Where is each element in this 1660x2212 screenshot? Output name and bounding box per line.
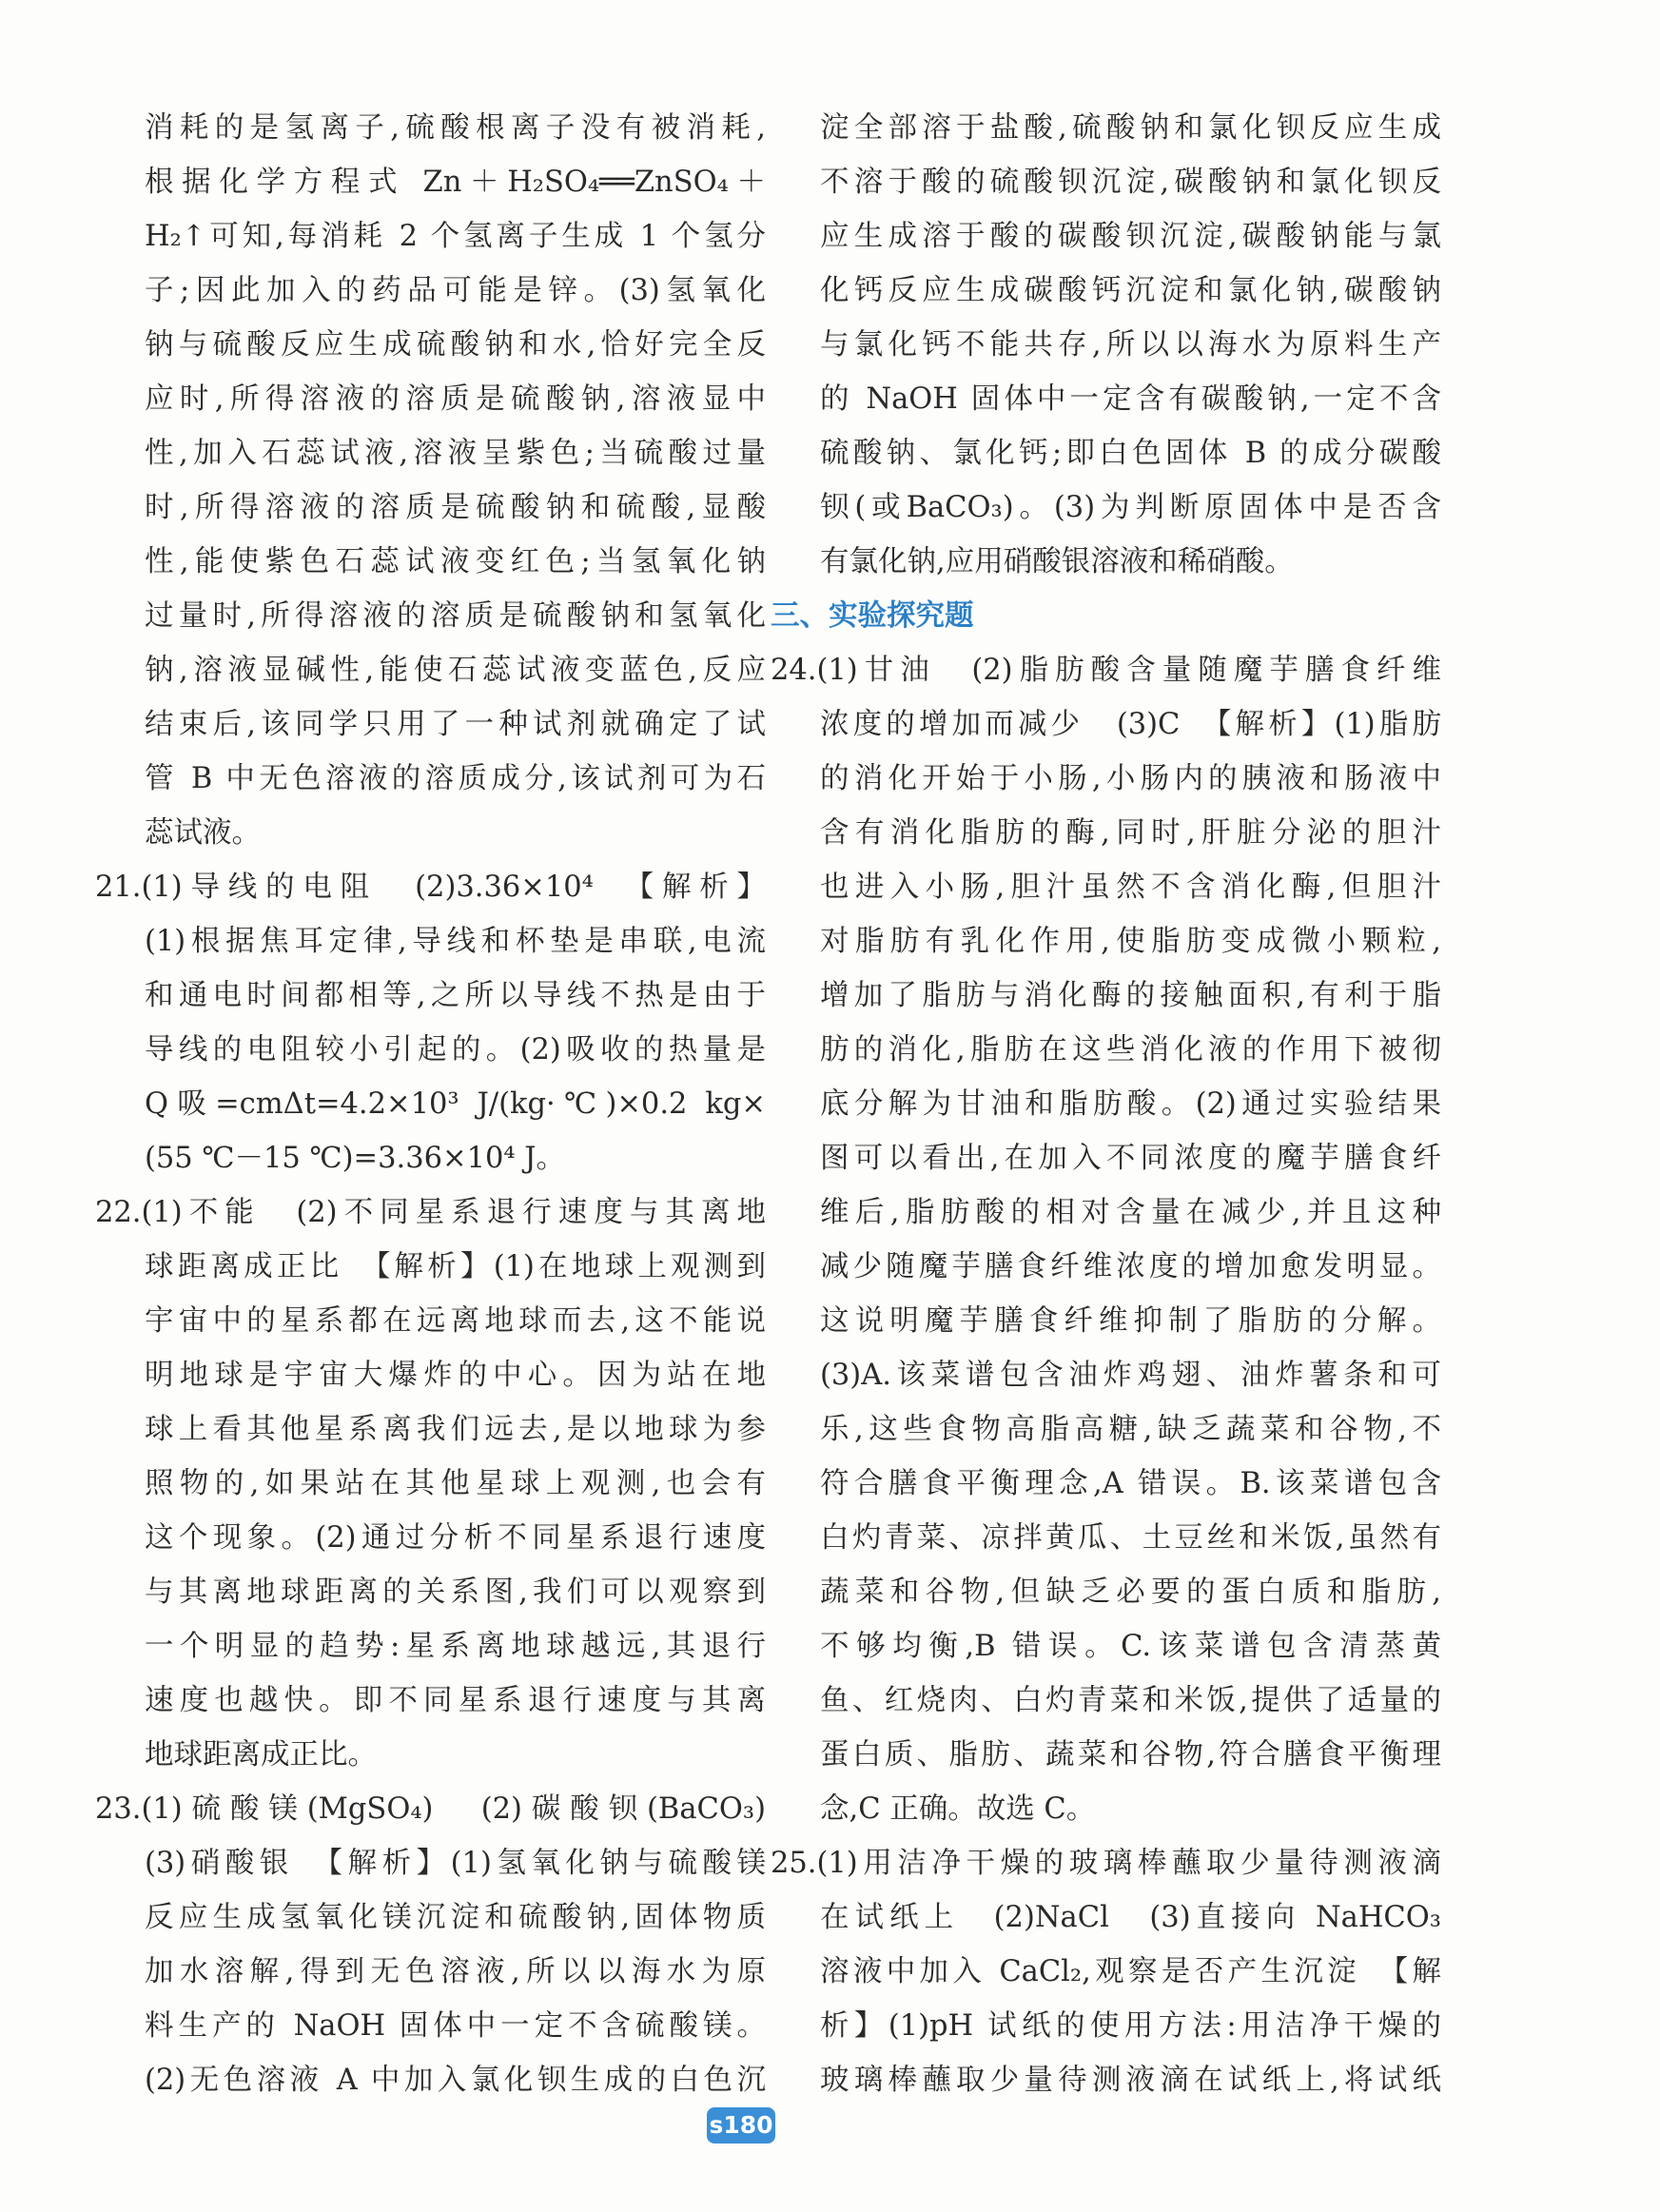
text-line: 管 B 中无色溶液的溶质成分,该试剂可为石 [145,762,766,795]
text-line: (3)A.该菜谱包含油炸鸡翅、油炸薯条和可 [820,1359,1441,1392]
text-line: 肪的消化,脂肪在这些消化液的作用下被彻 [820,1033,1441,1067]
text-line: 钠,溶液显碱性,能使石蕊试液变蓝色,反应 [145,654,766,687]
text-line: 溶液中加入 CaCl₂,观察是否产生沉淀 【解 [820,1955,1441,1988]
text-line: H₂↑可知,每消耗 2 个氢离子生成 1 个氢分 [145,220,766,253]
text-line: 性,加入石蕊试液,溶液呈紫色;当硫酸过量 [145,437,766,470]
text-line: 反应生成氢氧化镁沉淀和硫酸钠,固体物质 [145,1901,766,1934]
text-line: 明地球是宇宙大爆炸的中心。因为站在地 [145,1359,766,1392]
text-line: (2)无色溶液 A 中加入氯化钡生成的白色沉 [145,2064,766,2097]
text-line: 这说明魔芋膳食纤维抑制了脂肪的分解。 [820,1304,1441,1338]
text-line: 维后,脂肪酸的相对含量在减少,并且这种 [820,1196,1441,1229]
text-line: 念,C 正确。故选 C。 [820,1792,1096,1826]
answer-21-heading: 21.(1)导线的电阻 (2)3.36×10⁴ 【解析】 [95,871,766,904]
text-line: 玻璃棒蘸取少量待测液滴在试纸上,将试纸 [820,2064,1441,2097]
text-line: 的 NaOH 固体中一定含有碳酸钠,一定不含 [820,382,1441,416]
text-line: 地球距离成正比。 [145,1738,377,1772]
text-line: 根据化学方程式 Zn＋H₂SO₄══ZnSO₄＋ [145,166,766,199]
text-line: 加水溶解,得到无色溶液,所以以海水为原 [145,1955,766,1988]
text-line: 消耗的是氢离子,硫酸根离子没有被消耗, [145,111,766,145]
text-line: 球上看其他星系离我们远去,是以地球为参 [145,1413,766,1446]
text-line: 淀全部溶于盐酸,硫酸钠和氯化钡反应生成 [820,111,1441,145]
text-line: 钠与硫酸反应生成硫酸钠和水,恰好完全反 [145,328,766,362]
text-line: 析】(1)pH 试纸的使用方法:用洁净干燥的 [820,2009,1441,2043]
answer-24-heading: 24.(1)甘油 (2)脂肪酸含量随魔芋膳食纤维 [771,654,1441,687]
text-line: (1)根据焦耳定律,导线和杯垫是串联,电流 [145,925,766,958]
text-line: 一个明显的趋势:星系离地球越远,其退行 [145,1630,766,1663]
text-line: 减少随魔芋膳食纤维浓度的增加愈发明显。 [820,1250,1441,1283]
text-line: 浓度的增加而减少 (3)C 【解析】(1)脂肪 [820,708,1441,741]
text-line: 有氯化钠,应用硝酸银溶液和稀硝酸。 [820,545,1294,578]
left-column [95,101,766,2107]
text-line: 蔬菜和谷物,但缺乏必要的蛋白质和脂肪, [820,1576,1441,1609]
text-line: 过量时,所得溶液的溶质是硫酸钠和氢氧化 [145,599,766,633]
formula-line: Q吸=cmΔt=4.2×10³ J/(kg·℃)×0.2 kg× [145,1087,766,1121]
text-line: 在试纸上 (2)NaCl (3)直接向 NaHCO₃ [820,1901,1441,1934]
text-line: 速度也越快。即不同星系退行速度与其离 [145,1684,766,1717]
text-line: 白灼青菜、凉拌黄瓜、土豆丝和米饭,虽然有 [820,1521,1441,1555]
text-line: 应生成溶于酸的碳酸钡沉淀,碳酸钠能与氯 [820,220,1441,253]
text-line: 符合膳食平衡理念,A 错误。B.该菜谱包含 [820,1467,1441,1500]
answer-22-heading: 22.(1)不能 (2)不同星系退行速度与其离地 [95,1196,766,1229]
page-number-badge: s180 [707,2107,775,2143]
text-line: 也进入小肠,胆汁虽然不含消化酶,但胆汁 [820,871,1441,904]
text-line: 对脂肪有乳化作用,使脂肪变成微小颗粒, [820,925,1441,958]
text-line: 与氯化钙不能共存,所以以海水为原料生产 [820,328,1441,362]
text-line: 宇宙中的星系都在远离地球而去,这不能说 [145,1304,766,1338]
text-line: 与其离地球距离的关系图,我们可以观察到 [145,1576,766,1609]
text-line: 鱼、红烧肉、白灼青菜和米饭,提供了适量的 [820,1684,1441,1717]
answer-23-heading: 23.(1)硫酸镁(MgSO₄) (2)碳酸钡(BaCO₃) [95,1792,766,1826]
text-line: 增加了脂肪与消化酶的接触面积,有利于脂 [820,979,1441,1012]
text-line: 底分解为甘油和脂肪酸。(2)通过实验结果 [820,1087,1441,1121]
answer-25-heading: 25.(1)用洁净干燥的玻璃棒蘸取少量待测液滴 [771,1847,1441,1880]
text-line: 蕊试液。 [145,816,261,850]
section-heading: 三、实验探究题 [771,599,974,633]
text-line: 导线的电阻较小引起的。(2)吸收的热量是 [145,1033,766,1067]
text-line: 硫酸钠、氯化钙;即白色固体 B 的成分碳酸 [820,437,1441,470]
right-column [771,101,1441,2107]
text-line: 乐,这些食物高脂高糖,缺乏蔬菜和谷物,不 [820,1413,1441,1446]
text-line: 不溶于酸的硫酸钡沉淀,碳酸钠和氯化钡反 [820,166,1441,199]
text-line: 的消化开始于小肠,小肠内的胰液和肠液中 [820,762,1441,795]
text-line: 和通电时间都相等,之所以导线不热是由于 [145,979,766,1012]
text-line: 含有消化脂肪的酶,同时,肝脏分泌的胆汁 [820,816,1441,850]
text-line: 这个现象。(2)通过分析不同星系退行速度 [145,1521,766,1555]
text-line: 不够均衡,B 错误。C.该菜谱包含清蒸黄 [820,1630,1441,1663]
text-line: 化钙反应生成碳酸钙沉淀和氯化钠,碳酸钠 [820,274,1441,307]
text-line: 图可以看出,在加入不同浓度的魔芋膳食纤 [820,1142,1441,1175]
text-line: (3)硝酸银 【解析】(1)氢氧化钠与硫酸镁 [145,1847,766,1880]
text-line: 钡(或BaCO₃)。(3)为判断原固体中是否含 [820,491,1441,524]
text-line: 球距离成正比 【解析】(1)在地球上观测到 [145,1250,766,1283]
text-line: 料生产的 NaOH 固体中一定不含硫酸镁。 [145,2009,766,2043]
text-line: 结束后,该同学只用了一种试剂就确定了试 [145,708,766,741]
text-line: 性,能使紫色石蕊试液变红色;当氢氧化钠 [145,545,766,578]
text-line: 照物的,如果站在其他星球上观测,也会有 [145,1467,766,1500]
text-line: 蛋白质、脂肪、蔬菜和谷物,符合膳食平衡理 [820,1738,1441,1772]
text-line: 时,所得溶液的溶质是硫酸钠和硫酸,显酸 [145,491,766,524]
formula-line: (55 ℃－15 ℃)=3.36×10⁴ J。 [145,1142,566,1175]
text-line: 子;因此加入的药品可能是锌。(3)氢氧化 [145,274,766,307]
text-line: 应时,所得溶液的溶质是硫酸钠,溶液显中 [145,382,766,416]
